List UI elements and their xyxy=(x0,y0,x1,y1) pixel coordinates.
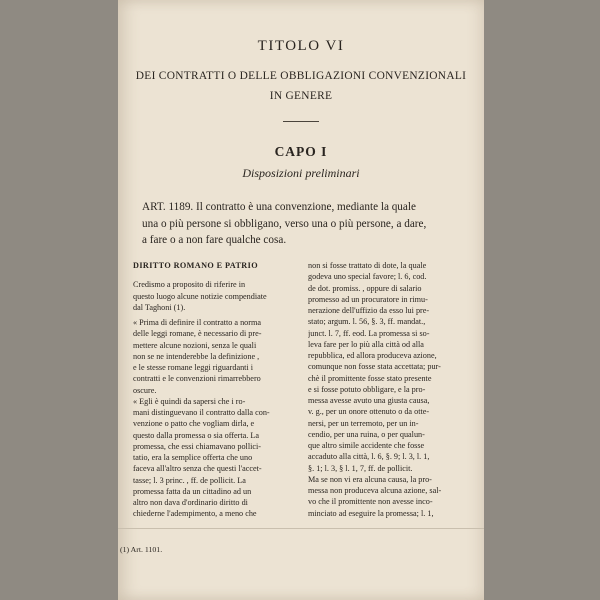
right-text-line: nerazione dell'uffizio da esso lui pre- xyxy=(308,306,430,315)
left-text-line: Credismo a proposito di riferire in xyxy=(133,280,246,290)
title-subtitle-line2: IN GENERE xyxy=(269,90,333,102)
left-text-line: faceva all'altro senza che questi l'accet- xyxy=(133,464,262,474)
left-text-line: « Prima di definire il contratto a norma xyxy=(133,318,262,327)
right-text-line: de dot. promiss. , oppure di salario xyxy=(308,283,422,293)
title-heading: TITOLO VI xyxy=(257,38,345,54)
right-text-line: minciato ad eseguire la promessa; l. 1, xyxy=(308,508,434,518)
footnote-divider xyxy=(118,528,484,529)
left-text-line: « Egli è quindi da sapersi che i ro- xyxy=(133,396,246,406)
right-text-line: Ma se non vi era alcuna causa, la pro- xyxy=(308,474,432,484)
article-1189 xyxy=(142,199,462,249)
right-text-line: messa avesse avuto una giusta causa, xyxy=(308,396,430,405)
left-text-line: promessa, che essi chiamavano pollici- xyxy=(133,441,262,451)
title-divider xyxy=(283,121,319,122)
article-line: a fare o a non fare qualche cosa. xyxy=(142,234,287,246)
left-column-heading: DIRITTO ROMANO E PATRIO xyxy=(133,261,258,270)
right-text-line: que altro simile accidente che fosse xyxy=(308,441,425,450)
right-text-line: vo che il promittente non avesse inco- xyxy=(308,497,433,507)
chapter-heading: CAPO I xyxy=(274,144,328,159)
right-text-line: godeva uno special favore; l. 6, cod. xyxy=(308,272,427,282)
left-text-line: contratti e le convenzioni rimarrebbero xyxy=(133,374,261,384)
chapter-subtitle: Disposizioni preliminari xyxy=(242,166,360,180)
left-column xyxy=(133,260,305,520)
article-line: ART. 1189. Il contratto è una convenzione, mediante la quale xyxy=(142,201,416,213)
left-text-line: tatio, era la semplice offerta che uno xyxy=(133,453,253,462)
right-text-line: leva fare per lo più alla città od alla xyxy=(308,339,424,349)
left-text-line: questo dalla promessa o sia offerta. La xyxy=(133,430,260,440)
left-text-line: venzione o patto che vogliam dirla, e xyxy=(133,419,255,429)
right-text-line: non si fosse trattato di dote, la quale xyxy=(308,261,427,270)
left-text-line: promessa fatta da un cittadino ad un xyxy=(133,486,252,496)
right-text-line: accaduto alla città, l. 6, §. 9; l. 3, l. 1, xyxy=(308,452,430,462)
right-text-line: nersi, per un terremoto, per un in- xyxy=(308,418,419,428)
left-text-line: delle leggi romane, è necessario di pre- xyxy=(133,329,262,339)
right-text-line: cendio, per una ruina, o per qualun- xyxy=(308,429,425,439)
left-text-line: mani distinguevano il contratto dalla con- xyxy=(133,408,270,417)
right-text-line: comunque non fosse stata accettata; pur- xyxy=(308,362,441,372)
document-page xyxy=(118,0,484,600)
right-text-line: v. g., per un onore ottenuto o da otte- xyxy=(308,407,430,417)
right-text-line: messa non produceva alcuna azione, sal- xyxy=(308,486,442,495)
right-column xyxy=(308,260,476,519)
left-text-line: tasse; l. 3 princ. , ff. de pollicit. La xyxy=(133,475,246,485)
left-text-line: mettere alcune nozioni, senza le quali xyxy=(133,340,257,350)
right-text-line: chè il promittente fosse stato presente xyxy=(308,373,432,383)
left-text-line: chiederne l'adempimento, a meno che xyxy=(133,509,257,519)
left-text-line: non se ne intenderebbe la definizione , xyxy=(133,351,260,361)
right-text-line: junct. l. 7, ff. eod. La promessa si so- xyxy=(308,328,430,338)
left-text-line: e le stesse romane leggi riguardanti i xyxy=(133,363,254,372)
left-text-line: oscure. xyxy=(133,385,157,395)
footnote: (1) Art. 1101. xyxy=(120,545,163,554)
right-text-line: promesso ad un procuratore in rimu- xyxy=(308,294,428,304)
right-text-line: repubblica, ed allora produceva azione, xyxy=(308,351,437,360)
left-text-line: dal Taghoni (1). xyxy=(133,302,186,312)
article-line: una o più persone si obbligano, verso una o più persone, a dare, xyxy=(142,217,427,230)
title-subtitle-line1: DEI CONTRATTI O DELLE OBBLIGAZIONI CONVENZIONALI xyxy=(135,70,467,82)
right-text-line: stato; argum. l. 56, §. 3, ff. mandat., xyxy=(308,317,426,327)
left-text-line: questo luogo alcune notizie compendiate xyxy=(133,291,267,301)
left-text-line: altro non dava d'ordinario diritto di xyxy=(133,498,248,507)
right-text-line: e si fosse potuto obbligare, e la pro- xyxy=(308,384,426,394)
right-text-line: §. 1; l. 3, § l. 1, 7, ff. de pollicit. xyxy=(308,463,413,473)
